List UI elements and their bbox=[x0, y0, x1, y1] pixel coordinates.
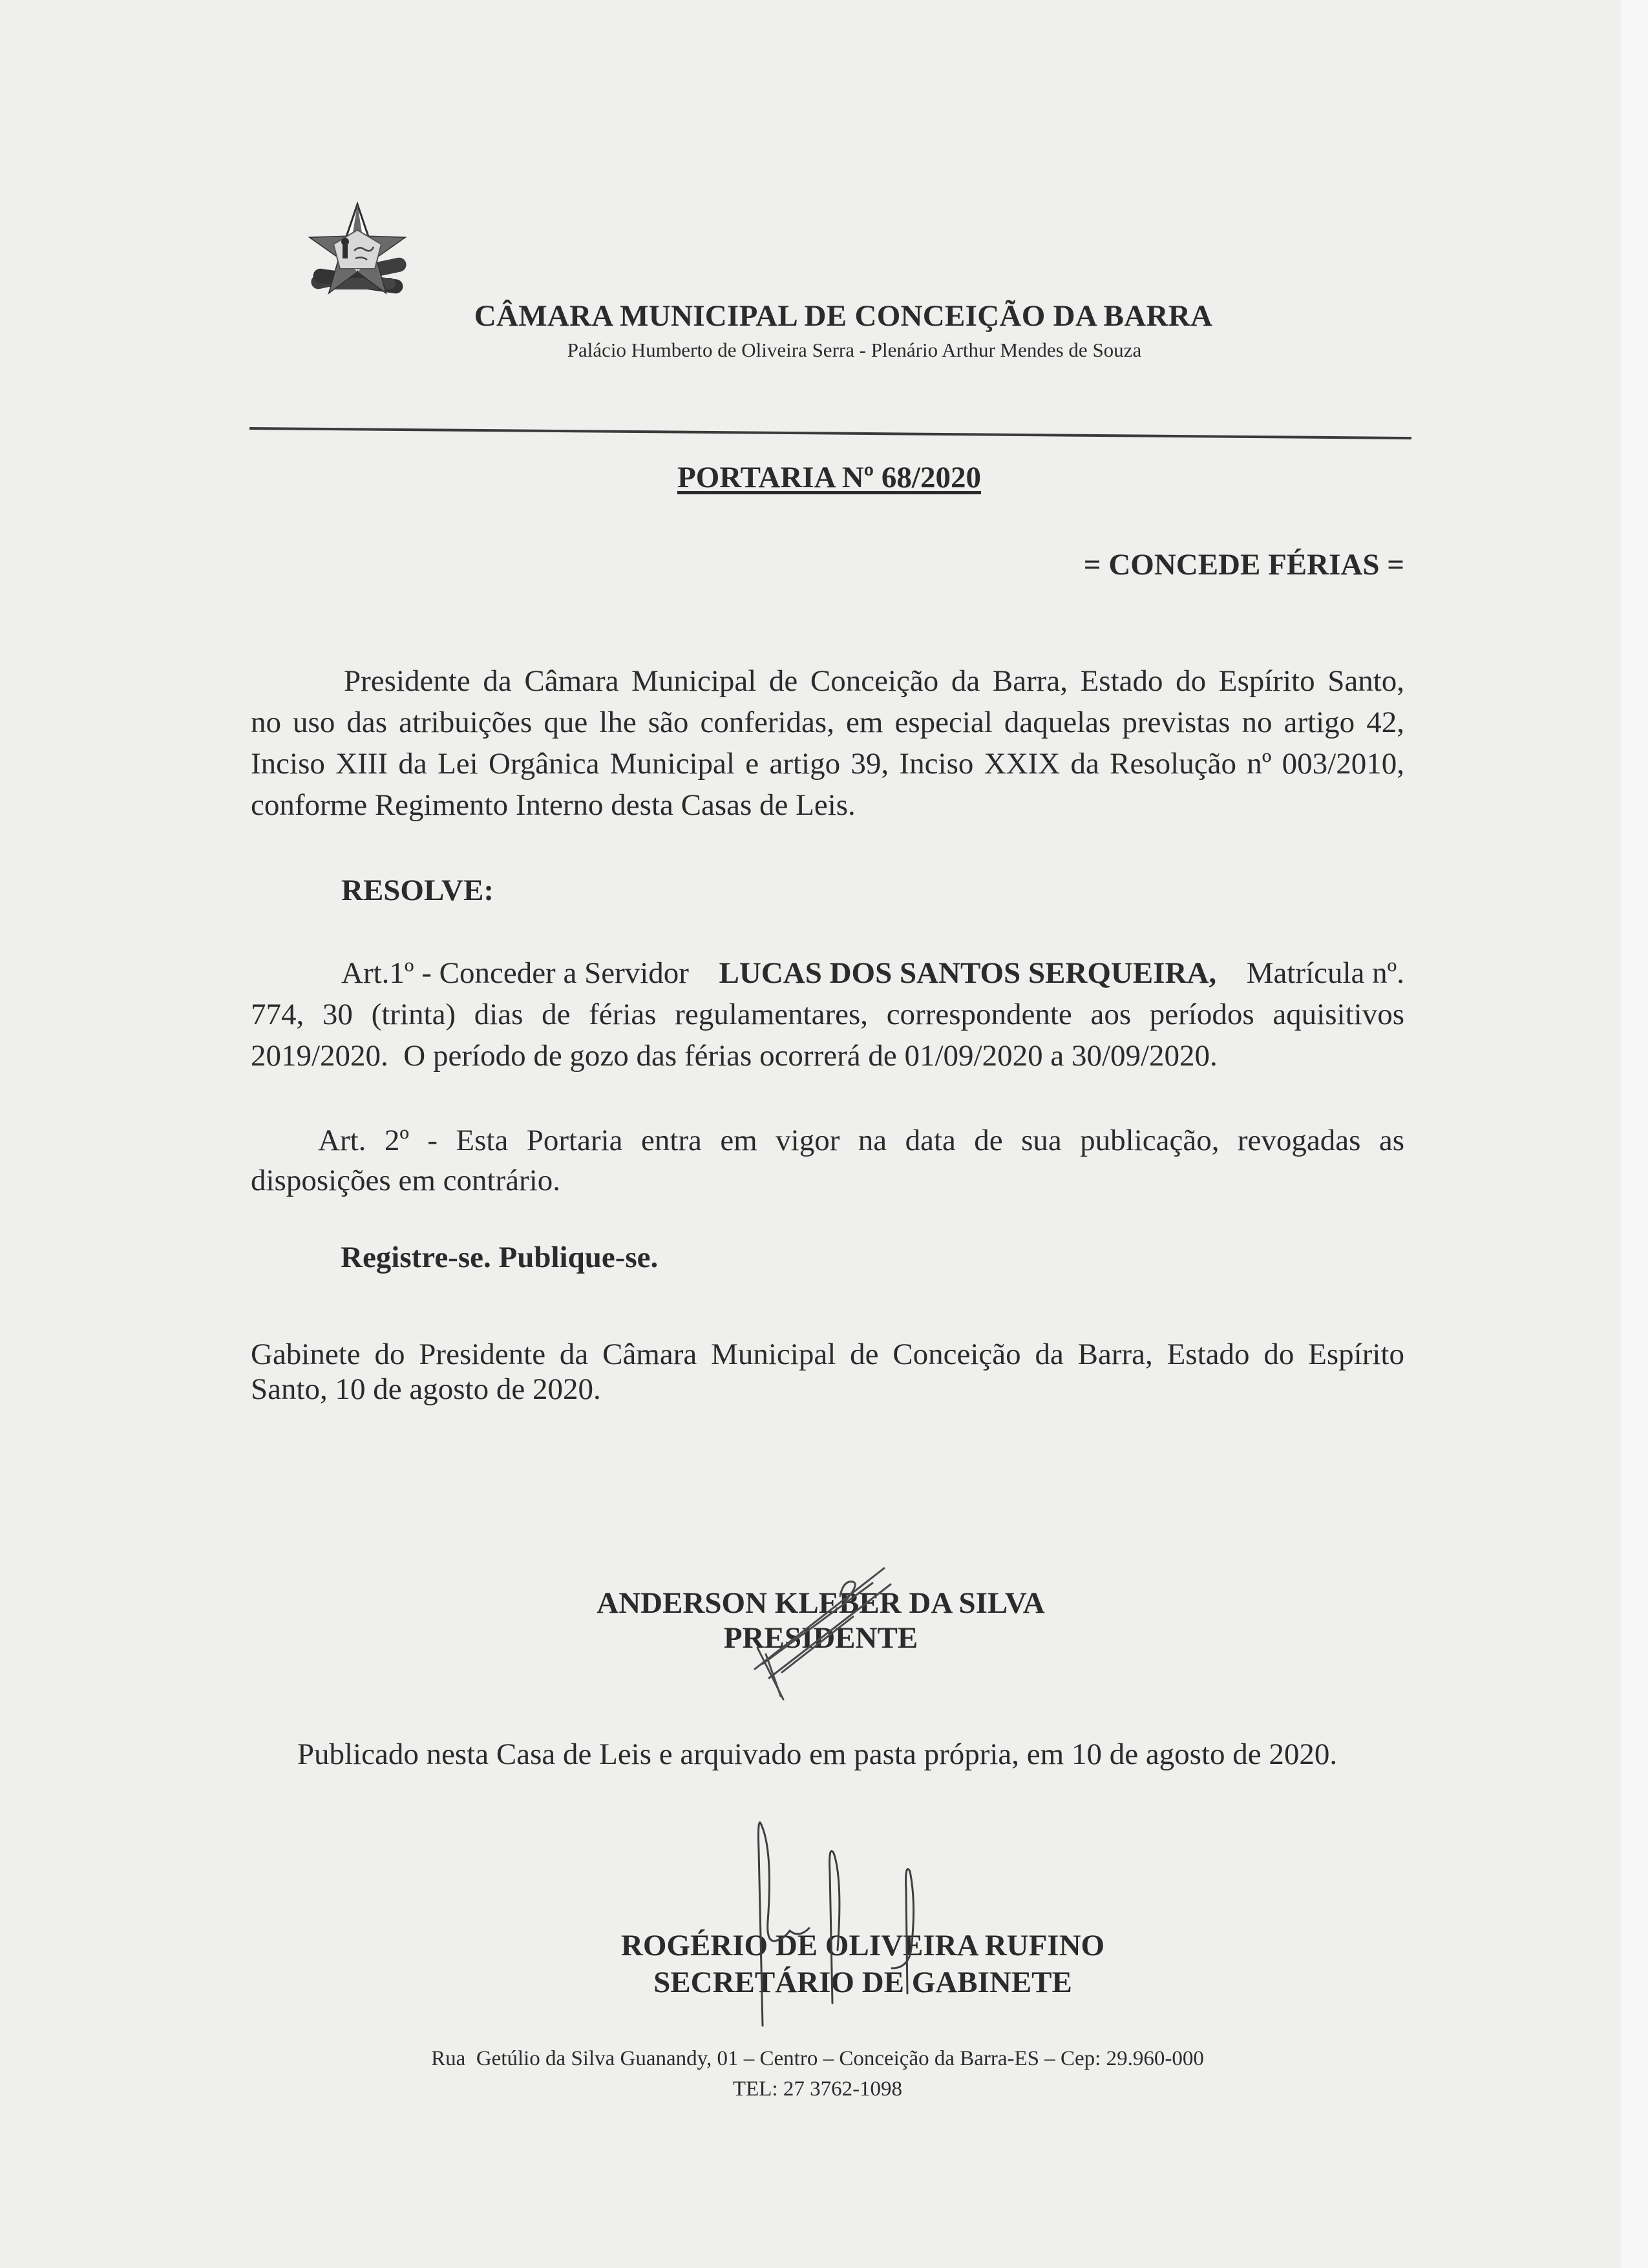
signatory-1-name: ANDERSON KLEBER DA SILVA bbox=[597, 1586, 1045, 1620]
employee-name: LUCAS DOS SANTOS SERQUEIRA, bbox=[719, 956, 1217, 990]
signature-2-handwritten bbox=[743, 1809, 911, 2029]
preamble-line: Inciso XIII da Lei Orgânica Municipal e artigo 39, Inciso XXIX da Resolução nº 003/2010, bbox=[251, 747, 1404, 781]
gabinete-line: Gabinete do Presidente da Câmara Municipal de Conceição da Barra, Estado do Espírito bbox=[251, 1338, 1404, 1371]
signatory-2-role: SECRETÁRIO DE GABINETE bbox=[653, 1966, 1072, 1999]
document-subject: = CONCEDE FÉRIAS = bbox=[1083, 548, 1404, 582]
signature-1-handwritten bbox=[743, 1557, 905, 1712]
preamble-line: Presidente da Câmara Municipal de Conceição da Barra, Estado do Espírito Santo, bbox=[344, 664, 1404, 698]
article-1-prefix: Art.1º - Conceder a Servidor bbox=[341, 956, 689, 990]
article-1-registration-label: Matrícula nº. bbox=[1246, 956, 1404, 990]
article-1-line-3: 2019/2020. O período de gozo das férias ocorrerá de 01/09/2020 a 30/09/2020. bbox=[251, 1039, 1218, 1073]
article-1-line-2: 774, 30 (trinta) dias de férias regulamentares, correspondente aos períodos aquisitivos bbox=[251, 998, 1404, 1031]
article-1-line-1 bbox=[341, 954, 1404, 992]
register-publish: Registre-se. Publique-se. bbox=[341, 1241, 659, 1274]
scan-edge-strip bbox=[1621, 0, 1648, 2268]
signatory-1-role: PRESIDENTE bbox=[723, 1621, 918, 1655]
institution-subtitle: Palácio Humberto de Oliveira Serra - Plenário Arthur Mendes de Souza bbox=[567, 339, 1142, 361]
header-divider bbox=[249, 427, 1411, 439]
article-2-line-2: disposições em contrário. bbox=[251, 1164, 561, 1197]
signatory-2-name: ROGÉRIO DE OLIVEIRA RUFINO bbox=[620, 1929, 1105, 1962]
gabinete-line: Santo, 10 de agosto de 2020. bbox=[251, 1372, 601, 1406]
footer-address: Rua Getúlio da Silva Guanandy, 01 – Centro – Conceição da Barra-ES – Cep: 29.960-000 bbox=[431, 2047, 1204, 2070]
coat-of-arms-logo bbox=[299, 202, 416, 300]
document-title: PORTARIA Nº 68/2020 bbox=[677, 461, 981, 494]
publication-note: Publicado nesta Casa de Leis e arquivado em pasta própria, em 10 de agosto de 2020. bbox=[297, 1738, 1338, 1771]
preamble-line: conforme Regimento Interno desta Casas de Leis. bbox=[251, 788, 856, 822]
footer-phone: TEL: 27 3762-1098 bbox=[732, 2077, 903, 2101]
preamble-line: no uso das atribuições que lhe são conferidas, em especial daquelas previstas no artigo 42, bbox=[251, 706, 1404, 739]
article-2-line-1: Art. 2º - Esta Portaria entra em vigor na data de sua publicação, revogadas as bbox=[318, 1124, 1404, 1157]
resolve-heading: RESOLVE: bbox=[341, 874, 494, 907]
institution-title: CÂMARA MUNICIPAL DE CONCEIÇÃO DA BARRA bbox=[474, 299, 1213, 333]
